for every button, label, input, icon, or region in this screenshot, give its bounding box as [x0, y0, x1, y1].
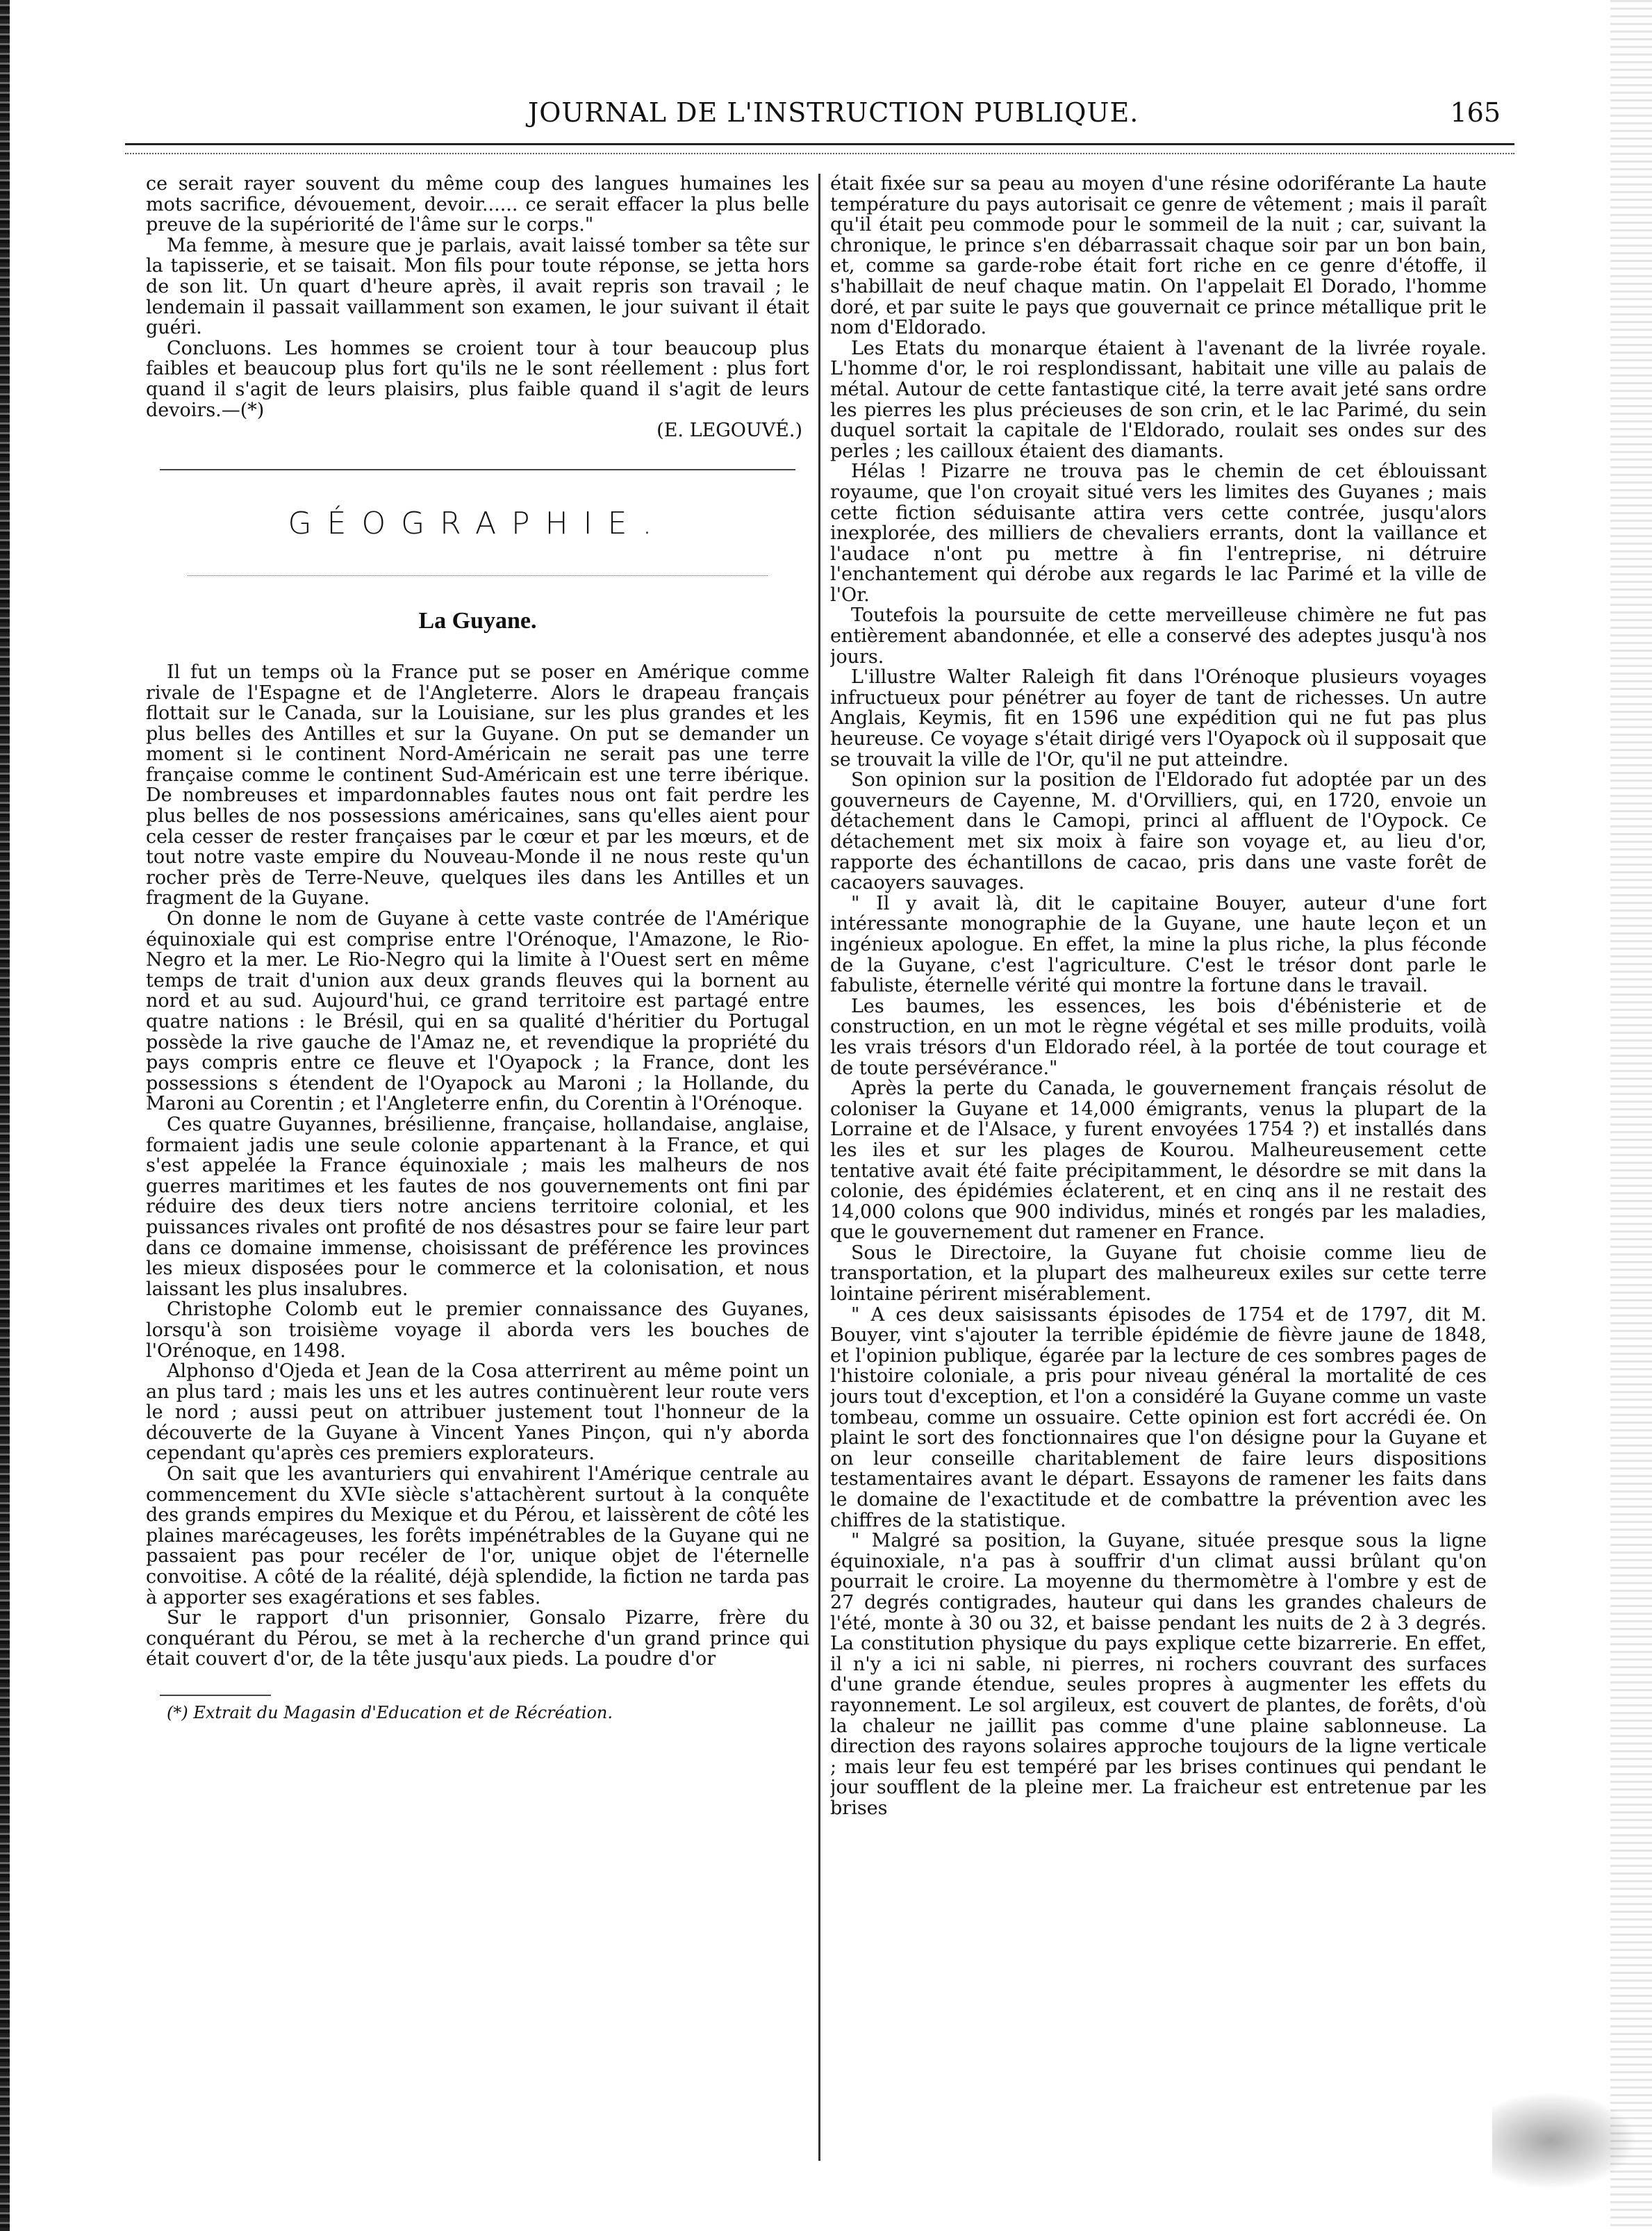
section-dotted-divider	[188, 575, 768, 576]
article-paragraph: Les Etats du monarque étaient à l'avenant de la livrée royale. L'homme d'or, le roi resplondissant, habitait une ville au palais de métal. Autour de cette fantastique cité, la terre avait jeté sans ordre les pierres les plus précieuses de son crin, et le lac Parimé, du sein duquel sortait la capitale de l'Eldorado, roulait ses ondes sur des perles ; les cailloux étaient des diamants.	[830, 337, 1487, 462]
intro-paragraph: ce serait rayer souvent du même coup des langues humaines les mots sacrifice, dévouement, devoir...... ce serait effacer la plus belle preuve de la supériorité de l'âme sur le corps."	[146, 174, 809, 236]
article-paragraph: Sur le rapport d'un prisonnier, Gonsalo Pizarre, frère du conquérant du Pérou, se met à la recherche d'un grand prince qui était couvert d'or, de la tête jusqu'aux pieds. La poudre d'or	[146, 1607, 809, 1670]
scan-right-edge	[1610, 0, 1652, 2231]
article-title: La Guyane.	[418, 608, 537, 634]
intro-paragraph: Ma femme, à mesure que je parlais, avait laissé tomber sa tête sur la tapisserie, et se taisait. Mon fils pour toute réponse, se jetta hors de son lit. Un quart d'heure après, il avait repris son travail ; le lendemain il passait vaillamment son examen, le jour suivant il était guéri.	[146, 234, 809, 339]
scan-left-edge	[0, 0, 10, 2231]
article-paragraph: On donne le nom de Guyane à cette vaste contrée de l'Amérique équinoxiale qui est comprise entre l'Orénoque, l'Amazone, le Rio-Negro et la mer. Le Rio-Negro qui la limite à l'Ouest sert en même temps de trait d'union aux deux grands fleuves qui la bornent au nord et au sud. Aujourd'hui, ce grand territoire est partagé entre quatre nations : le Brésil, qui en sa qualité d'héritier du Portugal possède la rive gauche de l'Amaz ne, et revendique la propriété du pays compris entre ce fleuve et l'Oyapock ; la France, dont les possessions s étendent de l'Oyapock au Maroni ; la Hollande, du Maroni au Corentin ; et l'Angleterre enfin, du Corentin à l'Orénoque.	[146, 908, 809, 1115]
article-paragraph: Christophe Colomb eut le premier connaissance des Guyanes, lorsqu'à son troisième voyage il aborda vers les bouches de l'Orénoque, en 1498.	[146, 1299, 809, 1362]
intro-paragraph: Concluons. Les hommes se croient tour à tour beaucoup plus faibles et beaucoup plus fort qu'ils ne le sont réellement : plus fort quand il s'agit de leurs plaisirs, plus faible quand il s'agit de leurs devoirs.—(*)	[146, 337, 809, 421]
article-paragraph: " A ces deux saisissants épisodes de 1754 et de 1797, dit M. Bouyer, vint s'ajouter la terrible épidémie de fièvre jaune de 1848, et l'opinion publique, égarée par la lecture de ces sombres pages de l'histoire coloniale, a pris pour niveau général la mortalité de ces jours tout d'exception, et l'on a considéré la Guyane comme un vaste tombeau, comme un ossuaire. Cette opinion est fort accrédi ée. On plaint le sort des fonctionnaires que l'on désigne pour la Guyane et on leur conseille charitablement de faire leurs dispositions testamentaires avant le départ. Essayons de ramener les faits dans le domaine de l'exactitude et de combattre la prévention avec les chiffres de la statistique.	[830, 1303, 1487, 1531]
article-paragraph: Sous le Directoire, la Guyane fut choisie comme lieu de transportation, et la plupart des malheureux exiles sur cette terre lointaine périrent misérablement.	[830, 1242, 1487, 1306]
section-title: GÉOGRAPHIE.	[288, 505, 668, 541]
article-paragraph: était fixée sur sa peau au moyen d'une résine odoriférante La haute température du pays autorisait ce genre de vêtement ; mais il paraît qu'il était peu commode pour le sommeil de la nuit ; car, suivant la chronique, le prince s'en débarrassait chaque soir par un bon bain, et, comme sa garde-robe était fort riche en ce genre d'étoffe, il s'habillait de neuf chaque matin. On l'appelait El Dorado, l'homme doré, et par suite le pays que gouvernait ce prince métallique prit le nom d'Eldorado.	[830, 174, 1487, 339]
scan-artifact	[1492, 2092, 1638, 2189]
article-paragraph: " Malgré sa position, la Guyane, située presque sous la ligne équinoxiale, n'a pas à souffrir d'un climat aussi brûlant qu'on pourrait le croire. La moyenne du thermomètre à l'ombre y est de 27 degrés contigrades, hauteur qui dans les grandes chaleurs de l'été, monte à 30 ou 32, et baisse pendant les nuits de 2 à 3 degrés. La constitution physique du pays explique cette bizarrerie. En effet, il n'y a ici ni sable, ni pierres, ni rochers couvrant des surfaces d'une grande étendue, seules propres à augmenter les effets du rayonnement. Le sol argileux, est couvert de plantes, de forêts, d'où la chaleur ne jaillit pas comme d'une plaine sablonneuse. La direction des rayons solaires approche toujours de la ligne verticale ; mais leur feu est tempéré par les brises continues qui pendant le jour soufflent de la pleine mer. La fraicheur est entretenue par les brises	[830, 1530, 1487, 1819]
article-paragraph: L'illustre Walter Raleigh fit dans l'Orénoque plusieurs voyages infructueux pour pénétrer au foyer de tant de richesses. Un autre Anglais, Keymis, fit en 1596 une expédition qui ne fut pas plus heureuse. Ce voyage s'était dirigé vers l'Oyapock où il supposait que se trouvait la ville de l'Or, qu'il ne put atteindre.	[830, 666, 1487, 771]
article-paragraph: Hélas ! Pizarre ne trouva pas le chemin de cet éblouissant royaume, que l'on croyait situé vers les limites des Guyanes ; mais cette fiction séduisante attira vers cette contrée, jusqu'alors inexplorée, des milliers de chevaliers errants, dont la vaillance et l'audace n'ont pu mettre à fin l'entreprise, ni détruire l'enchantement qui dérobe aux regards le lac Parimé et la ville de l'Or.	[830, 461, 1487, 606]
author-signature: (E. LEGOUVÉ.)	[656, 420, 802, 442]
left-column	[146, 174, 809, 2175]
header-dotted-rule	[125, 153, 1514, 154]
article-paragraph: Après la perte du Canada, le gouvernement français résolut de coloniser la Guyane et 14,000 émigrants, venus la plupart de la Lorraine et de l'Alsace, y furent envoyées 1754 ?) et installés dans les iles et sur les plages de Kourou. Malheureusement cette tentative avait été faite précipitamment, le désordre se mit dans la colonie, des épidémies éclaterent, et en cinq ans il ne restait des 14,000 colons que 900 individus, minés et rongés par les maladies, que le gouvernement dut ramener en France.	[830, 1078, 1487, 1244]
article-paragraph: Les baumes, les essences, les bois d'ébénisterie et de construction, en un mot le règne végétal et ses mille produits, voilà les vrais trésors d'un Eldorado réel, à la portée de tout courage et de toute persévérance."	[830, 995, 1487, 1079]
journal-title: JOURNAL DE L'INSTRUCTION PUBLIQUE.	[528, 97, 1139, 128]
column-divider	[818, 174, 820, 2161]
footnote: (*) Extrait du Magasin d'Education et de Récréation.	[167, 1703, 613, 1722]
article-paragraph: Son opinion sur la position de l'Eldorado fut adoptée par un des gouverneurs de Cayenne, M. d'Orvilliers, qui, en 1720, envoie un détachement dans le Camopi, princi al affluent de l'Oypock. Ce détachement met six moix à faire son voyage et, au lieu d'or, rapporte des échantillons de cacao, pris dans une vaste forêt de cacaoyers sauvages.	[830, 769, 1487, 894]
section-divider	[160, 469, 795, 470]
article-paragraph: Alphonso d'Ojeda et Jean de la Cosa atterrirent au même point un an plus tard ; mais les uns et les autres continuèrent leur route vers le nord ; aussi peut on attribuer justement tout l'honneur de la découverte de la Guyane à Vincent Yanes Pinçon, qui n'y aborda cependant qu'après ces premiers explorateurs.	[146, 1360, 809, 1465]
article-paragraph: On sait que les avanturiers qui envahirent l'Amérique centrale au commencement du XVIe siècle s'attachèrent surtout à la conquête des grands empires du Mexique et du Pérou, et laissèrent de côté les plaines marécageuses, les forêts impénétrables de la Guyane qui ne passaient pas pour recéler de l'or, unique objet de l'éternelle convoitise. A côté de la réalité, déjà splendide, la fiction ne tarda pas à apporter ses exagérations et ses fables.	[146, 1463, 809, 1608]
right-column	[830, 174, 1487, 2175]
header-rule	[125, 143, 1514, 145]
article-paragraph: " Il y avait là, dit le capitaine Bouyer, auteur d'une fort intéressante monographie de la Guyane, une haute leçon et un ingénieux apologue. En effet, la mine la plus riche, la plus féconde de la Guyane, c'est l'agriculture. C'est le trésor dont parle le fabuliste, éternelle vérité qui montre la fortune dans le travail.	[830, 892, 1487, 997]
article-paragraph: Il fut un temps où la France put se poser en Amérique comme rivale de l'Espagne et de l'Angleterre. Alors le drapeau français flottait sur le Canada, sur la Louisiane, sur les plus grandes et les plus belles des Antilles et sur la Guyane. On put se demander un moment si le continent Nord-Américain ne serait pas une terre française comme le continent Sud-Américain est une terre ibérique. De nombreuses et impardonnables fautes nous ont fait perdre les plus belles de nos possessions américaines, sans qu'elles aient pour cela cesser de rester françaises par le cœur et par les mœurs, et de tout notre vaste empire du Nouveau-Monde il ne nous reste qu'un rocher près de Terre-Neuve, quelques iles dans les Antilles et un fragment de la Guyane.	[146, 661, 809, 909]
page-number: 165	[1450, 97, 1501, 128]
footnote-rule	[160, 1695, 271, 1696]
article-paragraph: Ces quatre Guyannes, brésilienne, française, hollandaise, anglaise, formaient jadis une seule colonie appartenant à la France, et qui s'est appelée la France équinoxiale ; mais les malheurs de nos guerres maritimes et les fautes de nos gouvernements ont fini par réduire des deux tiers notre anciens territoire colonial, et les puissances rivales ont profité de nos désastres pour se faire leur part dans ce domaine immense, choisissant de préférence les provinces les mieux disposées pour le commerce et la colonisation, et nous laissant les plus insalubres.	[146, 1113, 809, 1300]
article-paragraph: Toutefois la poursuite de cette merveilleuse chimère ne fut pas entièrement abandonnée, et elle a conservé des adeptes jusqu'à nos jours.	[830, 604, 1487, 668]
running-head	[111, 97, 1528, 132]
